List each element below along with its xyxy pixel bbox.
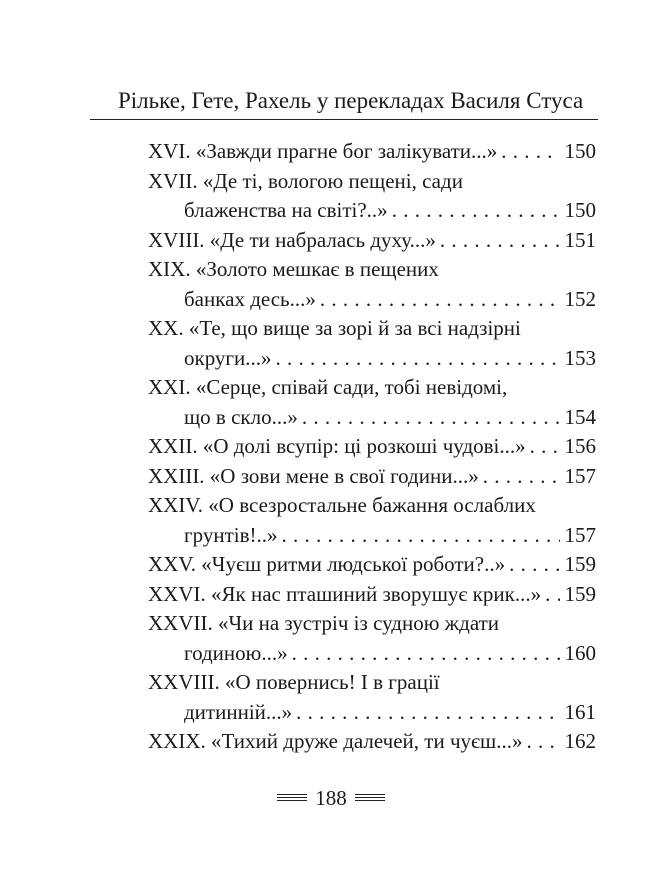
dot-leader — [296, 698, 560, 728]
toc-entry-page: 160 — [564, 640, 596, 665]
toc-entry — [148, 255, 596, 314]
left-ornament — [277, 794, 307, 802]
dot-leader — [292, 639, 560, 669]
toc-entry-title: XXIV. «О всезростальне бажання ослаблих — [148, 493, 536, 517]
toc-entry — [148, 314, 596, 373]
toc-entry-continuation-line — [148, 698, 596, 728]
toc-entry-continuation-line — [148, 196, 596, 226]
toc-entry-continuation-line — [148, 344, 596, 374]
toc-entry-title: XVI. «Завжди прагне бог залікувати...» — [148, 139, 498, 163]
right-ornament — [355, 794, 385, 802]
toc-entry-title-line — [148, 226, 596, 256]
toc-entry-title: XXII. «О долі всупір: ці розкоші чудові...» — [148, 434, 526, 458]
toc-entry-title: XXIII. «О зови мене в свої години...» — [148, 463, 479, 488]
toc-entry — [148, 550, 596, 580]
toc-entry-title: XXIX. «Тихий друже далечей, ти чуєш...» — [148, 729, 523, 753]
toc-entry-continuation-line — [148, 639, 596, 669]
dot-leader — [302, 403, 560, 433]
toc-entry-title-line — [148, 432, 596, 462]
dot-leader — [483, 462, 560, 492]
toc-entry — [148, 137, 596, 167]
toc-entry-title: XVII. «Де ті, вологою пещені, сади — [148, 168, 463, 193]
toc-entry-page: 157 — [564, 463, 596, 488]
toc-entry-title-line — [148, 167, 596, 197]
toc-entry-page: 161 — [564, 699, 596, 724]
toc-entry-title-line — [148, 609, 596, 639]
toc-entry-title: XIX. «Золото мешкає в пещених — [148, 257, 439, 281]
page-number: 188 — [315, 785, 347, 810]
dot-leader — [530, 432, 560, 462]
dot-leader — [526, 727, 560, 757]
toc-entry — [148, 373, 596, 432]
dot-leader — [320, 285, 560, 315]
toc-entry-title-line — [148, 727, 596, 757]
toc-entry-title: XXVIII. «О повернись! І в грації — [148, 670, 440, 694]
toc-entry-page: 154 — [564, 404, 596, 429]
toc-entry-page: 157 — [564, 522, 596, 547]
toc-entry-page: 150 — [564, 139, 596, 163]
dot-leader — [392, 196, 560, 226]
toc-entry-title: XXVII. «Чи на зустріч із судною ждати — [148, 611, 500, 635]
toc-entry-title-line — [148, 550, 596, 580]
table-of-contents — [148, 137, 596, 757]
toc-entry — [148, 167, 596, 226]
toc-entry-title: XXI. «Серце, співай сади, тобі невідомі, — [148, 375, 508, 399]
toc-entry — [148, 491, 596, 550]
page-footer — [0, 783, 662, 813]
toc-entry-title: XX. «Те, що вище за зорі й за всі надзірні — [148, 316, 521, 340]
dot-leader — [509, 550, 560, 580]
toc-entry-page: 159 — [564, 552, 596, 576]
toc-entry-title-line — [148, 255, 596, 285]
toc-entry-page: 159 — [564, 581, 596, 606]
toc-entry-page: 151 — [564, 227, 596, 252]
toc-entry-title: дитинній...» — [184, 699, 293, 724]
toc-entry-continuation-line — [148, 521, 596, 551]
toc-entry-title: округи...» — [184, 345, 272, 370]
toc-entry — [148, 226, 596, 256]
toc-entry-title-line — [148, 580, 596, 610]
toc-entry-page: 162 — [564, 729, 596, 753]
toc-entry-title: годиною...» — [184, 640, 288, 665]
running-head: Рільке, Гете, Рахель у перекладах Василя Стуса — [118, 88, 584, 113]
toc-entry-title-line — [148, 462, 596, 492]
toc-entry-title-line — [148, 491, 596, 521]
toc-entry — [148, 727, 596, 757]
toc-entry-continuation-line — [148, 403, 596, 433]
toc-entry-page: 150 — [564, 198, 596, 222]
toc-entry — [148, 668, 596, 727]
toc-entry-title: грунтів!..» — [184, 522, 278, 547]
toc-entry-continuation-line — [148, 285, 596, 315]
toc-entry-title: що в скло...» — [184, 404, 298, 429]
toc-entry-page: 156 — [564, 434, 596, 458]
dot-leader — [440, 226, 560, 256]
toc-entry — [148, 609, 596, 668]
toc-entry — [148, 432, 596, 462]
toc-entry-title: XXV. «Чуєш ритми людської роботи?..» — [148, 552, 506, 576]
dot-leader — [276, 344, 560, 374]
toc-entry-title-line — [148, 314, 596, 344]
toc-entry-page: 153 — [564, 345, 596, 370]
dot-leader — [501, 137, 560, 167]
header-rule — [90, 119, 598, 120]
dot-leader — [545, 580, 560, 610]
toc-entry-title: XXVI. «Як нас пташиний зворушує крик...» — [148, 581, 542, 606]
toc-entry-title: XVIII. «Де ти набралась духу...» — [148, 227, 436, 252]
dot-leader — [282, 521, 561, 551]
toc-entry-title-line — [148, 668, 596, 698]
toc-entry — [148, 580, 596, 610]
toc-entry-title: блаженства на світі?..» — [184, 198, 388, 222]
toc-entry-title: банках десь...» — [184, 286, 316, 311]
toc-entry — [148, 462, 596, 492]
toc-entry-page: 152 — [564, 286, 596, 311]
toc-entry-title-line — [148, 137, 596, 167]
toc-entry-title-line — [148, 373, 596, 403]
